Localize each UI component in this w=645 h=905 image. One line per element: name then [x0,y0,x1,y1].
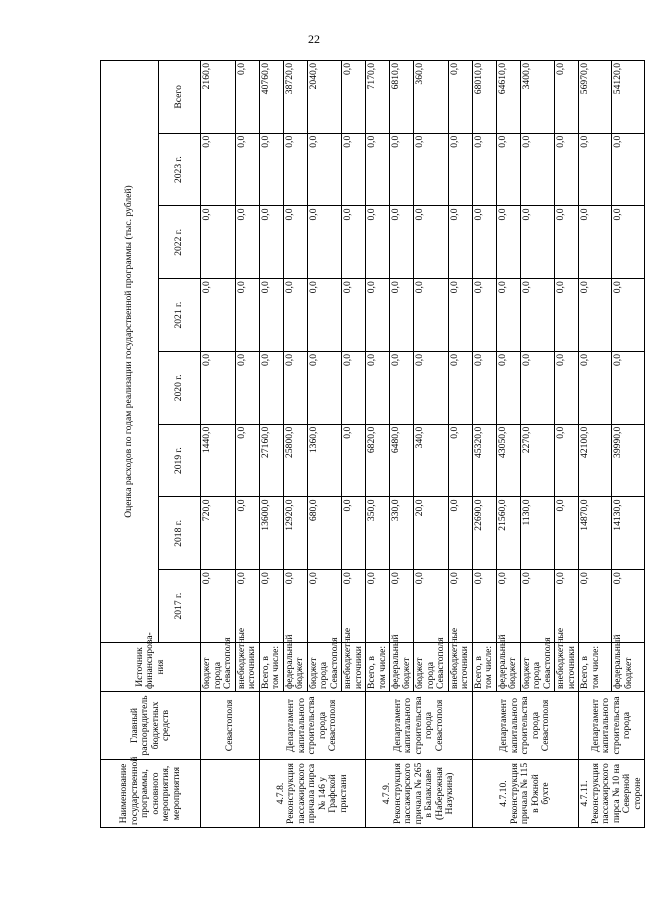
header-year: 2020 г. [159,352,201,425]
value-cell: 0,0 [472,570,496,643]
value-cell: 0,0 [235,424,259,497]
value-cell: 0,0 [342,206,366,279]
value-cell: 0,0 [555,279,579,352]
table-body [201,61,645,828]
value-cell: 0,0 [390,352,414,425]
value-cell: 0,0 [472,352,496,425]
value-cell: 0,0 [612,133,645,206]
value-cell: 0,0 [555,424,579,497]
value-cell: 0,0 [201,352,236,425]
value-cell: 14130,0 [612,497,645,570]
value-cell: 330,0 [390,497,414,570]
value-cell: 25800,0 [283,424,307,497]
value-cell: 1440,0 [201,424,236,497]
value-cell: 12920,0 [283,497,307,570]
value-cell: 0,0 [366,352,390,425]
value-cell: 0,0 [448,133,472,206]
value-cell: 0,0 [555,133,579,206]
value-cell: 40760,0 [259,61,283,134]
value-cell: 0,0 [612,352,645,425]
value-cell: 0,0 [448,206,472,279]
value-cell: 0,0 [520,206,555,279]
value-cell: 0,0 [235,497,259,570]
value-cell: 56970,0 [579,61,612,134]
value-cell: 27160,0 [259,424,283,497]
value-cell: 0,0 [390,279,414,352]
value-cell: 0,0 [342,279,366,352]
value-cell: 0,0 [259,279,283,352]
value-cell: 3400,0 [520,61,555,134]
value-cell: 0,0 [259,352,283,425]
value-cell: 0,0 [579,570,612,643]
value-cell: 1130,0 [520,497,555,570]
value-cell: 38720,0 [283,61,307,134]
value-cell: 68010,0 [472,61,496,134]
funding-source-cell: бюджет города Севастополя [201,643,236,692]
value-cell: 360,0 [414,61,449,134]
value-cell: 64610,0 [496,61,520,134]
value-cell: 0,0 [342,497,366,570]
value-cell: 0,0 [259,133,283,206]
funding-source-cell: Всего, в том числе: [579,643,612,692]
value-cell: 0,0 [414,570,449,643]
value-cell: 0,0 [555,206,579,279]
measure-name-cell: 4.7.8. Реконструкция пассажирского причала пирса № 146 у Графской пристани [259,760,366,828]
value-cell: 0,0 [342,61,366,134]
value-cell: 0,0 [448,424,472,497]
value-cell: 0,0 [201,133,236,206]
funding-source-cell: бюджет города Севастополя [414,643,449,692]
value-cell: 0,0 [472,133,496,206]
value-cell: 0,0 [201,570,236,643]
header-manager: Главный распорядитель бюджетных средств [101,692,201,760]
funding-source-cell: федеральный бюджет [612,643,645,692]
value-cell: 21560,0 [496,497,520,570]
value-cell: 0,0 [307,206,342,279]
value-cell: 0,0 [342,424,366,497]
table-row [201,61,236,828]
value-cell: 0,0 [342,352,366,425]
value-cell: 0,0 [496,133,520,206]
measure-name-cell [201,760,260,828]
value-cell: 0,0 [414,352,449,425]
value-cell: 0,0 [612,279,645,352]
header-year: 2021 г. [159,279,201,352]
value-cell: 0,0 [579,206,612,279]
manager-cell: Севастополя [201,692,260,760]
value-cell: 0,0 [259,206,283,279]
value-cell: 6810,0 [390,61,414,134]
value-cell: 0,0 [235,570,259,643]
manager-cell: Департамент капитального строительства города Севастополя [366,692,473,760]
budget-table [100,60,645,828]
value-cell: 0,0 [235,352,259,425]
funding-source-cell: Всего, в том числе: [366,643,390,692]
header-year: 2023 г. [159,133,201,206]
value-cell: 0,0 [259,570,283,643]
value-cell: 0,0 [555,352,579,425]
value-cell: 22690,0 [472,497,496,570]
value-cell: 0,0 [496,206,520,279]
value-cell: 0,0 [235,279,259,352]
funding-source-cell: внебюджетные источники [555,643,579,692]
value-cell: 0,0 [366,206,390,279]
manager-cell: Департамент капитального строительства города [579,692,645,760]
value-cell: 1360,0 [307,424,342,497]
value-cell: 0,0 [307,352,342,425]
funding-source-cell: бюджет города Севастополя [307,643,342,692]
value-cell: 0,0 [555,61,579,134]
value-cell: 0,0 [307,133,342,206]
value-cell: 0,0 [283,206,307,279]
value-cell: 43050,0 [496,424,520,497]
value-cell: 2160,0 [201,61,236,134]
value-cell: 720,0 [201,497,236,570]
value-cell: 0,0 [307,570,342,643]
funding-source-cell: бюджет города Севастополя [520,643,555,692]
funding-source-cell: Всего, в том числе: [259,643,283,692]
value-cell: 0,0 [579,133,612,206]
table-row [366,61,390,828]
header-year: 2018 г. [159,497,201,570]
value-cell: 0,0 [612,206,645,279]
header-expenses-title: Оценка расходов по годам реализации государственной программы (тыс. рублей) [101,61,159,643]
value-cell: 0,0 [472,206,496,279]
measure-name-cell: 4.7.9. Реконструкция пассажирского причала № 265 в Балаклаве (Набережная Назукина) [366,760,473,828]
table-row [579,61,612,828]
value-cell: 0,0 [448,279,472,352]
value-cell: 0,0 [235,133,259,206]
value-cell: 0,0 [579,352,612,425]
value-cell: 6820,0 [366,424,390,497]
value-cell: 0,0 [612,570,645,643]
value-cell: 2270,0 [520,424,555,497]
funding-source-cell: федеральный бюджет [496,643,520,692]
value-cell: 54120,0 [612,61,645,134]
header-year: 2022 г. [159,206,201,279]
funding-source-cell: федеральный бюджет [283,643,307,692]
value-cell: 20,0 [414,497,449,570]
table-header [101,61,201,828]
value-cell: 0,0 [448,497,472,570]
value-cell: 0,0 [342,133,366,206]
value-cell: 0,0 [496,352,520,425]
header-year: Всего [159,61,201,134]
value-cell: 13600,0 [259,497,283,570]
header-year: 2019 г. [159,424,201,497]
value-cell: 0,0 [472,279,496,352]
value-cell: 0,0 [283,352,307,425]
value-cell: 0,0 [307,279,342,352]
measure-name-cell: 4.7.10. Реконструкция причала № 115 в Южной бухте [472,760,579,828]
value-cell: 7170,0 [366,61,390,134]
funding-source-cell: внебюджетные источники [235,643,259,692]
value-cell: 0,0 [496,570,520,643]
value-cell: 0,0 [496,279,520,352]
funding-source-cell: внебюджетные источники [342,643,366,692]
value-cell: 0,0 [342,570,366,643]
value-cell: 2040,0 [307,61,342,134]
value-cell: 0,0 [520,133,555,206]
value-cell: 0,0 [520,570,555,643]
manager-cell: Департамент капитального строительства города Севастополя [472,692,579,760]
manager-cell: Департамент капитального строительства города Севастополя [259,692,366,760]
page-number: 22 [308,32,320,46]
funding-source-cell: федеральный бюджет [390,643,414,692]
value-cell: 0,0 [366,133,390,206]
value-cell: 0,0 [283,570,307,643]
value-cell: 0,0 [520,352,555,425]
value-cell: 0,0 [414,279,449,352]
value-cell: 0,0 [235,61,259,134]
value-cell: 0,0 [390,133,414,206]
value-cell: 0,0 [555,497,579,570]
value-cell: 0,0 [390,570,414,643]
value-cell: 0,0 [201,279,236,352]
rotated-table-container [100,60,643,828]
value-cell: 45320,0 [472,424,496,497]
value-cell: 0,0 [283,279,307,352]
value-cell: 0,0 [390,206,414,279]
value-cell: 0,0 [555,570,579,643]
value-cell: 0,0 [414,206,449,279]
value-cell: 39990,0 [612,424,645,497]
value-cell: 0,0 [448,352,472,425]
value-cell: 0,0 [283,133,307,206]
value-cell: 42100,0 [579,424,612,497]
value-cell: 0,0 [235,206,259,279]
header-name: Наименование государственной программы, основного мероприятия, мероприятия [101,760,201,828]
value-cell: 6480,0 [390,424,414,497]
table-row [472,61,496,828]
value-cell: 0,0 [448,61,472,134]
funding-source-cell: внебюджетные источники [448,643,472,692]
funding-source-cell: Всего, в том числе: [472,643,496,692]
value-cell: 0,0 [520,279,555,352]
header-source: Источник финансирова-ния [101,643,201,692]
value-cell: 14870,0 [579,497,612,570]
value-cell: 340,0 [414,424,449,497]
value-cell: 350,0 [366,497,390,570]
value-cell: 0,0 [579,279,612,352]
table-row [259,61,283,828]
value-cell: 0,0 [366,570,390,643]
header-year: 2017 г. [159,570,201,643]
value-cell: 680,0 [307,497,342,570]
value-cell: 0,0 [201,206,236,279]
value-cell: 0,0 [366,279,390,352]
value-cell: 0,0 [448,570,472,643]
measure-name-cell: 4.7.11. Реконструкция пассажирского пирса № 10 на Северной стороне [579,760,645,828]
value-cell: 0,0 [414,133,449,206]
